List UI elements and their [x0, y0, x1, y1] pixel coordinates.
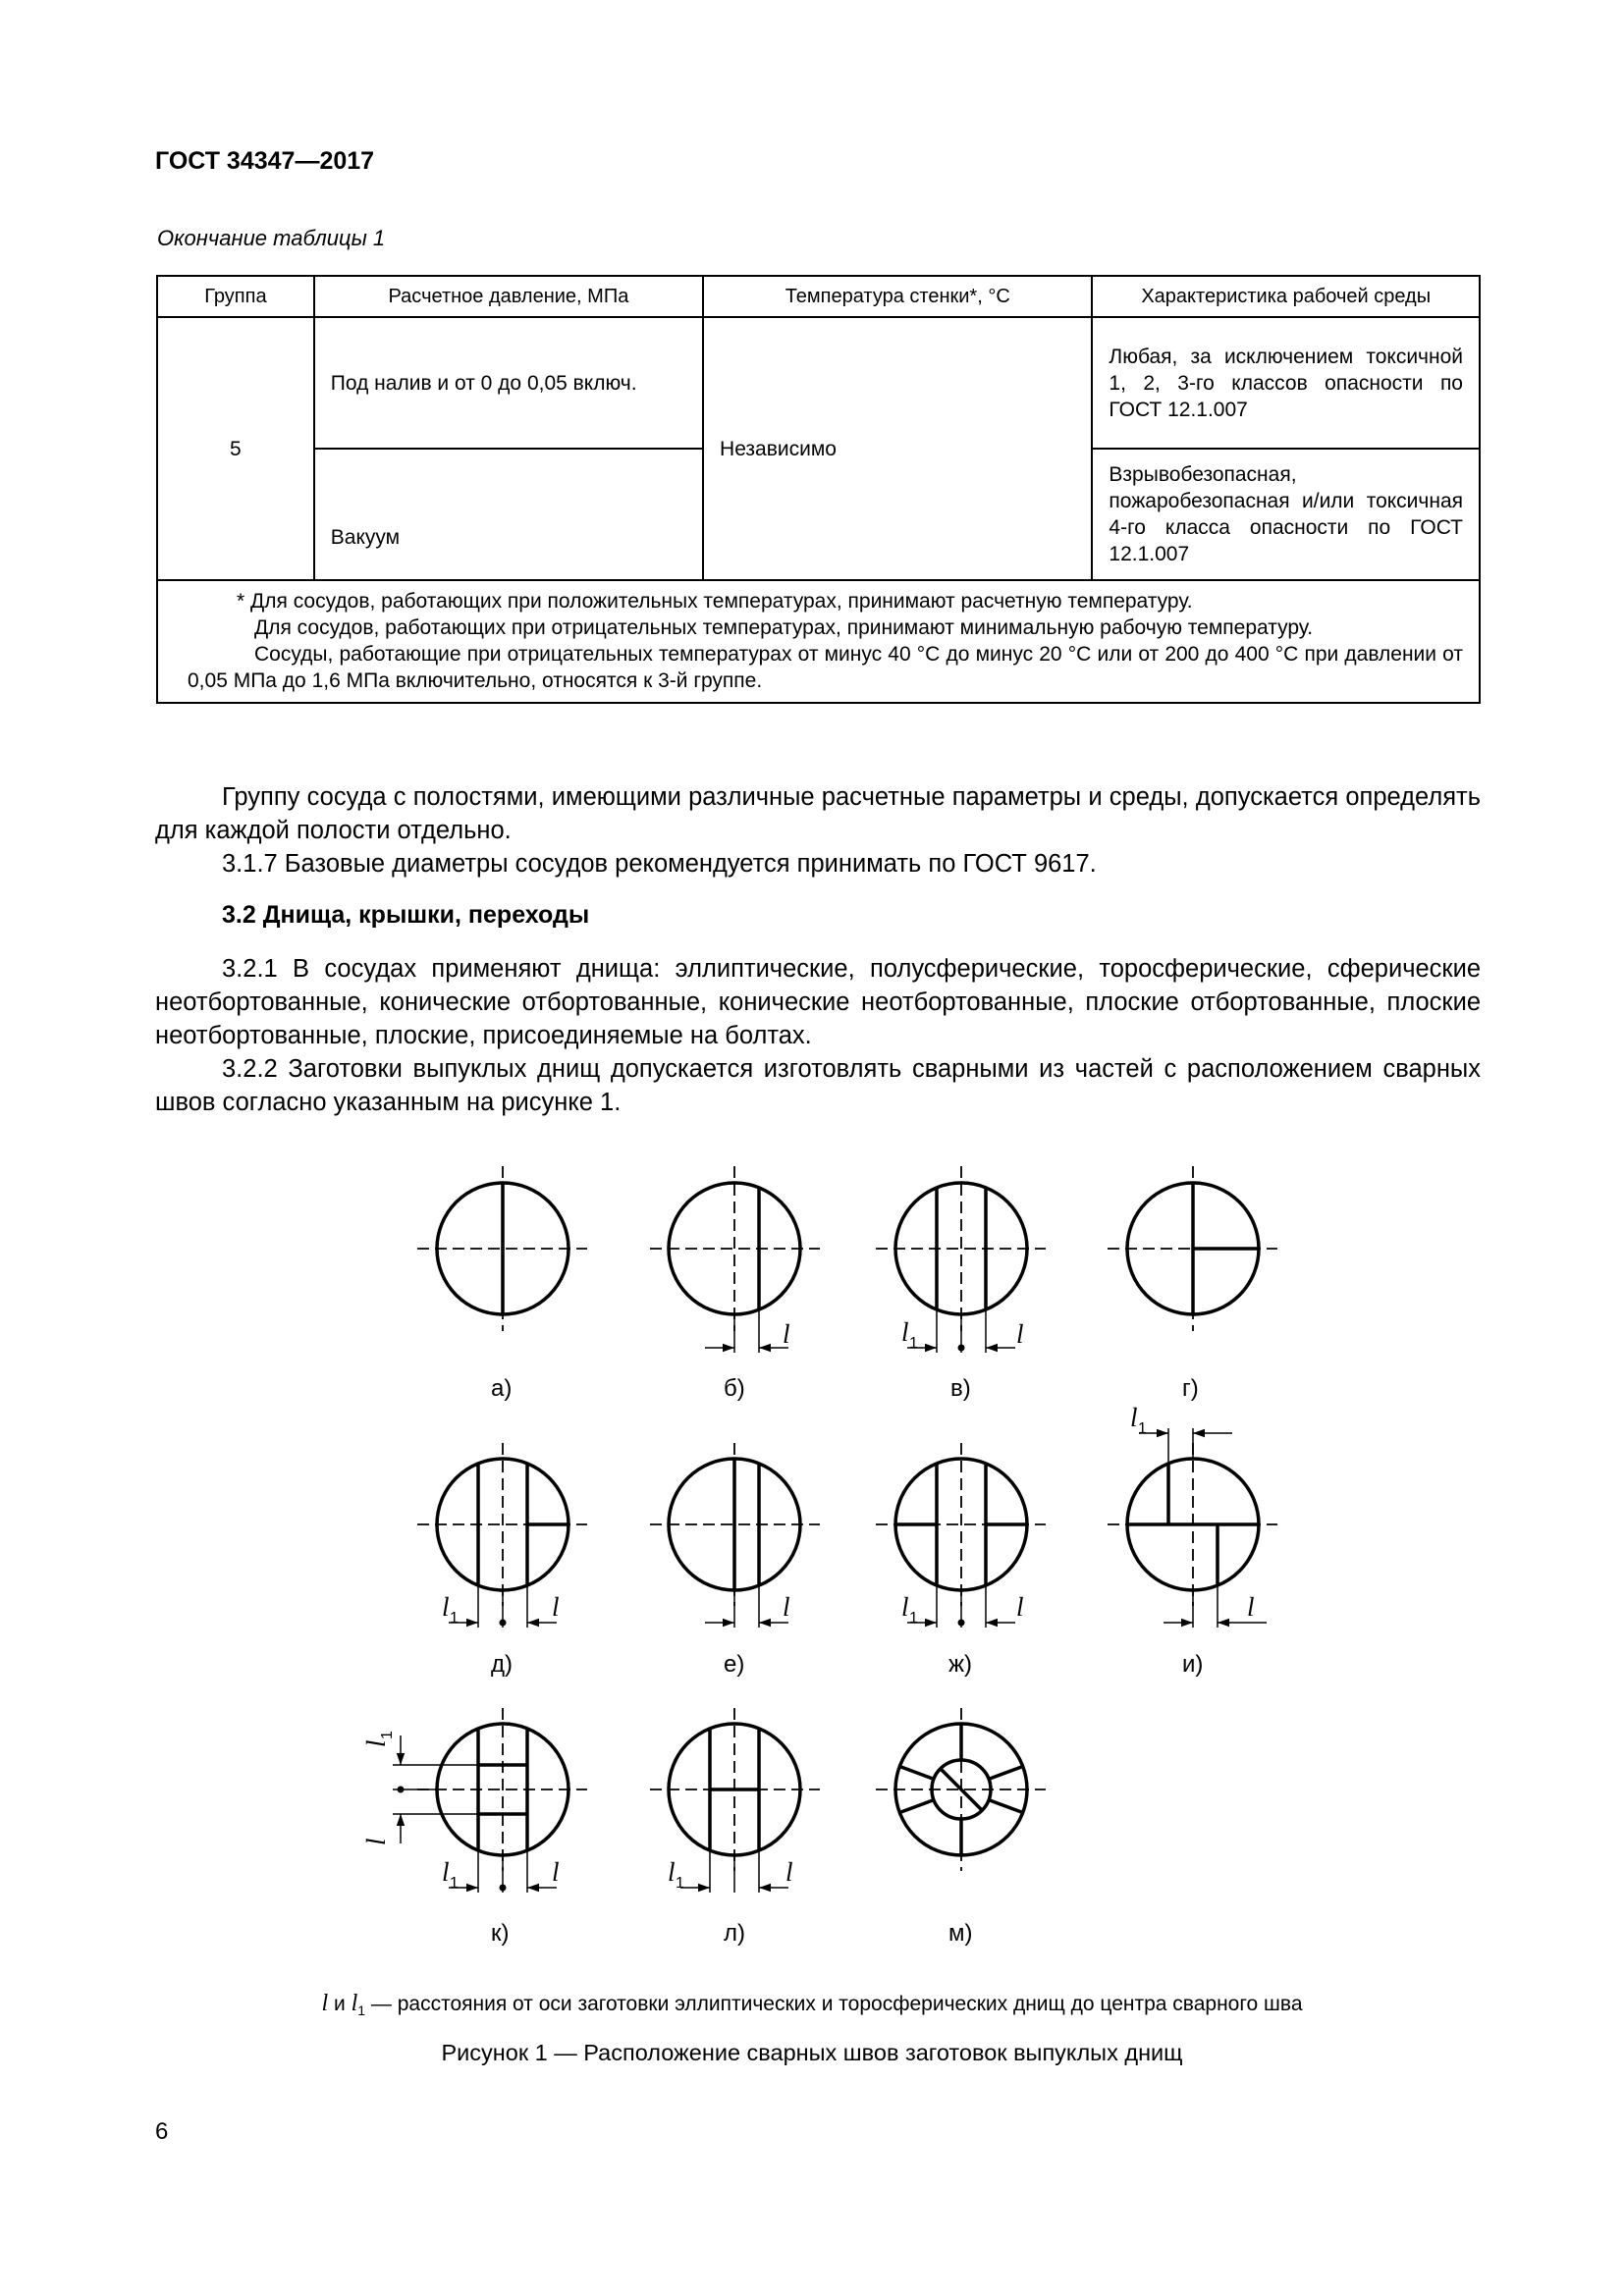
dim-label-sub: 1	[379, 1731, 396, 1739]
paragraph: Группу сосуда с полостями, имеющими различные расчетные параметры и среды, допускается определять для каждой полости отдельно.	[155, 783, 1481, 844]
dim-label-sub: 1	[909, 1610, 918, 1627]
subfigure-label: ж)	[948, 1651, 973, 1678]
dim-label-l1: l	[1130, 1403, 1138, 1432]
subfigure-label: м)	[948, 1920, 973, 1947]
dim-label-l1: l	[901, 1592, 909, 1622]
dim-label-sub: 1	[909, 1335, 918, 1352]
dim-label-l: l	[1016, 1319, 1024, 1349]
figure-caption: Рисунок 1 — Расположение сварных швов заготовок выпуклых днищ	[441, 2040, 1183, 2065]
dim-label-l: l	[552, 1857, 560, 1887]
dim-label-l: l	[783, 1592, 790, 1622]
dim-label-l1: l	[442, 1592, 450, 1622]
paragraph: 3.2.2 Заготовки выпуклых днищ допускается изготовлять сварными из частей с расположением сварных швов согласно указанным на рисунке 1.	[155, 1055, 1481, 1116]
col-header-medium: Характеристика рабочей среды	[1092, 276, 1480, 317]
figure-legend	[0, 1991, 1624, 2018]
dim-label-sub: 1	[450, 1610, 459, 1627]
page-number: 6	[155, 2118, 169, 2145]
subfigure-label: б)	[724, 1375, 745, 1402]
dim-label-l: l	[783, 1319, 790, 1349]
subfigure-label: в)	[950, 1375, 971, 1402]
cell-medium: Любая, за исключением токсичной 1, 2, 3-го классов опасности по ГОСТ 12.1.007	[1092, 317, 1480, 449]
dim-label-l: l	[785, 1857, 793, 1887]
legend-conjunction: и	[333, 1993, 346, 2015]
dim-label-l: l	[1016, 1592, 1024, 1622]
subfigure-label: и)	[1182, 1651, 1204, 1678]
subfigure-label: д)	[491, 1651, 513, 1678]
document-header: ГОСТ 34347—2017	[155, 147, 375, 175]
dim-label-l: l	[552, 1592, 560, 1622]
section-title: 3.2 Днища, крышки, переходы	[222, 901, 590, 929]
dim-label-l1: l	[361, 1739, 391, 1747]
legend-symbol: l	[351, 1991, 358, 2016]
paragraph: 3.1.7 Базовые диаметры сосудов рекомендуется принимать по ГОСТ 9617.	[222, 850, 1097, 878]
paragraph: 3.2.1 В сосудах применяют днища: эллиптические, полусферические, торосферические, сферические неотбортованные, конические отбортованные, конические неотбортованные, плоские отбортованные, плоские неотбортованные, плоские, присоединяемые на болтах.	[155, 955, 1481, 1049]
dim-label-sub: 1	[450, 1875, 459, 1892]
legend-subscript: 1	[357, 2002, 366, 2019]
col-header-pressure: Расчетное давление, МПа	[314, 276, 703, 317]
footnote-line: Для сосудов, работающих при отрицательных температурах, принимают минимальную рабочую температуру.	[254, 616, 1314, 639]
cell-temperature: Независимо	[703, 317, 1092, 580]
subfigure-label: л)	[724, 1920, 745, 1947]
footnote-line: * Для сосудов, работающих при положительных температурах, принимают расчетную температуру.	[237, 590, 1193, 613]
cell-pressure: Под налив и от 0 до 0,05 включ.	[314, 317, 703, 449]
footnote-line: Сосуды, работающие при отрицательных температурах от минус 40 °С до минус 20 °С или от 200 до 400 °С при давлении от 0,05 МПа до 1,6 МПа включительно, относятся к 3-й группе.	[188, 643, 1463, 692]
dim-label-sub: 1	[1138, 1420, 1147, 1437]
legend-text: — расстояния от оси заготовки эллиптических и торосферических днищ до центра сварного шва	[370, 1993, 1303, 2015]
legend-symbol: l	[321, 1991, 329, 2016]
subfigure-label: г)	[1182, 1375, 1199, 1402]
table-caption: Окончание таблицы 1	[157, 226, 386, 250]
dim-label-l1: l	[901, 1317, 909, 1347]
subfigure-label: е)	[724, 1651, 745, 1678]
dim-label-l1: l	[668, 1857, 676, 1887]
dim-label-l1: l	[442, 1857, 450, 1887]
cell-medium: Взрывобезопасная, пожаробезопасная и/или токсичная 4-го класса опасности по ГОСТ 12.1.007	[1092, 449, 1480, 580]
dim-label-l: l	[1247, 1592, 1255, 1622]
dim-label-l: l	[361, 1838, 391, 1845]
cell-group: 5	[157, 317, 314, 580]
col-header-group: Группа	[157, 276, 314, 317]
subfigure-label: к)	[491, 1920, 510, 1947]
subfigure-label: а)	[491, 1375, 513, 1402]
col-header-temperature: Температура стенки*, °С	[703, 276, 1092, 317]
cell-pressure: Вакуум	[314, 449, 703, 580]
dim-label-sub: 1	[676, 1875, 684, 1892]
